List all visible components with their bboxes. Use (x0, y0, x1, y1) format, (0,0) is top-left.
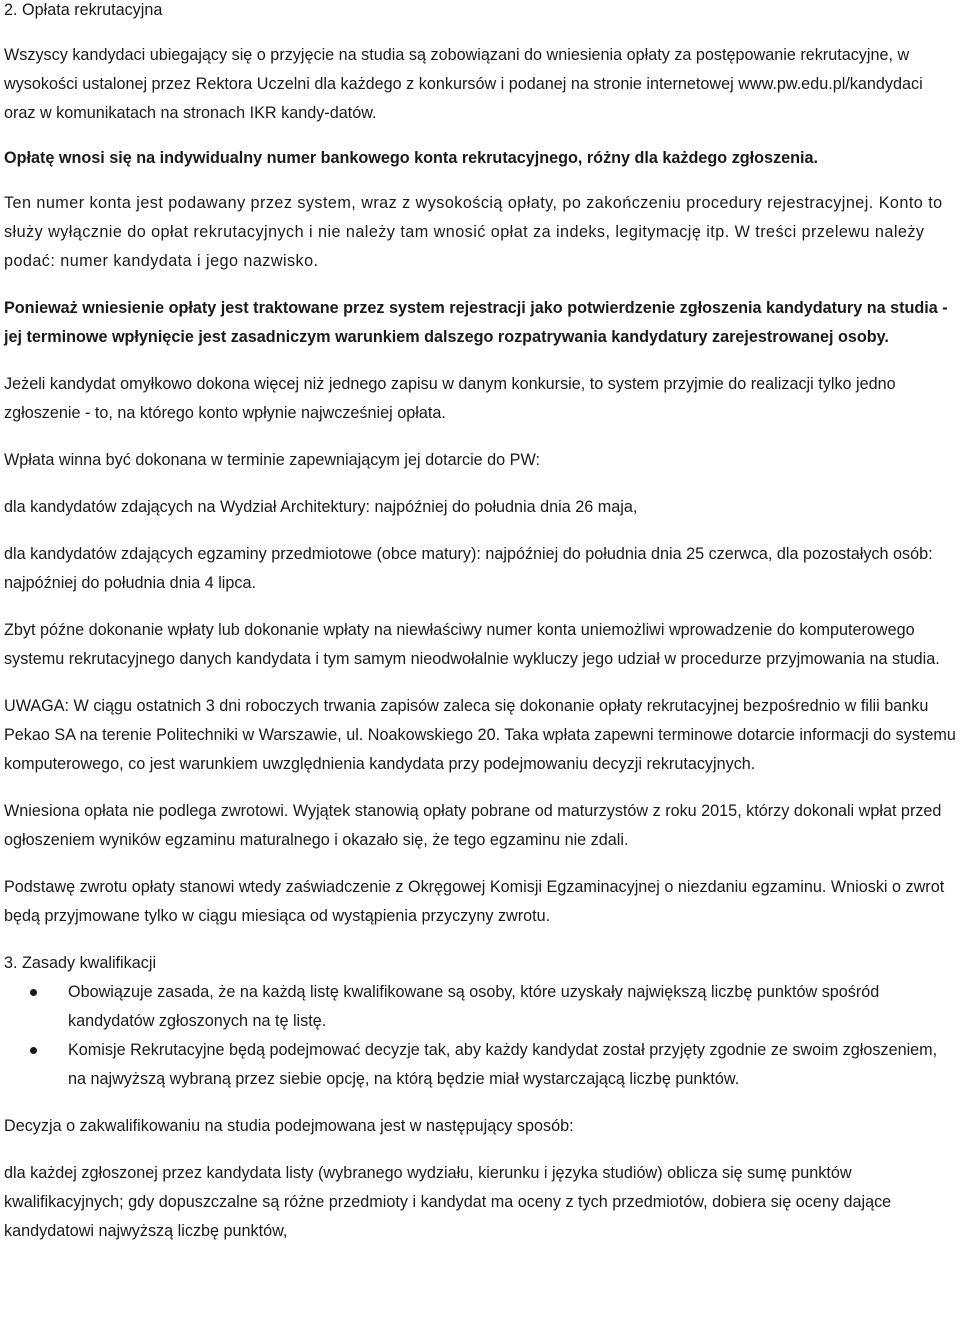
paragraph-late-payment: Zbyt późne dokonanie wpłaty lub dokonanie wpłaty na niewłaściwy numer konta uniemożliwi wprowadzenie do komputerowego systemu rekrutacyjnego danych kandydata i tym samym nieodwołalnie wykluczy jego udział w procedurze przyjmowania na studia. (4, 621, 940, 668)
list-item-text: Komisje Rekrutacyjne będą podejmować decyzje tak, aby każdy kandydat został przyjęty zgodnie ze swoim zgłoszeniem, na najwyższą wybraną przez siebie opcję, na którą będzie miał wystarczającą liczbę punktów. (68, 1041, 938, 1088)
list-item (4, 1036, 956, 1094)
list-item-text: Obowiązuje zasada, że na każdą listę kwalifikowane są osoby, które uzyskały największą liczbę punktów spośród kandydatów zgłoszonych na tę listę. (68, 983, 880, 1030)
paragraph-payment-deadline-intro: Wpłata winna być dokonana w terminie zapewniającym jej dotarcie do PW: (4, 451, 540, 469)
paragraph-warning-bank: UWAGA: W ciągu ostatnich 3 dni roboczych trwania zapisów zaleca się dokonanie opłaty rekrutacyjnej bezpośrednio w filii banku Pekao SA na terenie Politechniki w Warszawie, ul. Noakowskiego 20. Taka wpłata zapewni terminowe dotarcie informacji do systemu komputerowego, co jest warunkiem uwzględnienia kandydata przy podejmowaniu decyzji rekrutacyjnych. (4, 697, 956, 773)
document-page (4, 0, 956, 1246)
qualification-rules-list (4, 978, 956, 1094)
section-heading-fee: 2. Opłata rekrutacyjna (4, 1, 163, 19)
section-heading-qualification: 3. Zasady kwalifikacji (4, 954, 157, 972)
paragraph-fee-obligation: Wszyscy kandydaci ubiegający się o przyjęcie na studia są zobowiązani do wniesienia opłaty za postępowanie rekrutacyjne, w wysokości ustalonej przez Rektora Uczelni dla każdego z konkursów i podanej na stronie internetowej www.pw.edu.pl/kandydaci oraz w komunikatach na stronach IKR kandy-datów. (4, 46, 923, 122)
paragraph-no-refund: Wniesiona opłata nie podlega zwrotowi. Wyjątek stanowią opłaty pobrane od maturzystów z roku 2015, którzy dokonali wpłat przed ogłoszeniem wyników egzaminu maturalnego i okazało się, że tego egzaminu nie zdali. (4, 802, 942, 849)
bullet-icon (30, 989, 37, 996)
paragraph-points-calculation: dla każdej zgłoszonej przez kandydata listy (wybranego wydziału, kierunku i języka studiów) oblicza się sumę punktów kwalifikacyjnych; gdy dopuszczalne są różne przedmioty i kandydat ma oceny z tych przedmiotów, dobiera się oceny dające kandydatowi najwyższą liczbę punktów, (4, 1164, 892, 1240)
bullet-icon (30, 1047, 37, 1054)
paragraph-individual-account: Opłatę wnosi się na indywidualny numer bankowego konta rekrutacyjnego, różny dla każdego zgłoszenia. (4, 149, 819, 167)
paragraph-payment-confirmation: Ponieważ wniesienie opłaty jest traktowane przez system rejestracji jako potwierdzenie zgłoszenia kandydatury na studia - jej terminowe wpłynięcie jest zasadniczym warunkiem dalszego rozpatrywania kandydatury zarejestrowanej osoby. (4, 299, 948, 346)
paragraph-account-number-info: Ten numer konta jest podawany przez system, wraz z wysokością opłaty, po zakończeniu procedury rejestracyjnej. Konto to służy wyłącznie do opłat rekrutacyjnych i nie należy tam wnosić opłat za indeks, legitymację itp. W treści przelewu należy podać: numer kandydata i jego nazwisko. (4, 194, 943, 270)
list-item (4, 978, 956, 1036)
paragraph-refund-basis: Podstawę zwrotu opłaty stanowi wtedy zaświadczenie z Okręgowej Komisji Egzaminacyjnej o niezdaniu egzaminu. Wnioski o zwrot będą przyjmowane tylko w ciągu miesiąca od wystąpienia przyczyny zwrotu. (4, 878, 945, 925)
paragraph-deadline-others: dla kandydatów zdających egzaminy przedmiotowe (obce matury): najpóźniej do południa dnia 25 czerwca, dla pozostałych osób: najpóźniej do południa dnia 4 lipca. (4, 545, 933, 592)
paragraph-multiple-registrations: Jeżeli kandydat omyłkowo dokona więcej niż jednego zapisu w danym konkursie, to system przyjmie do realizacji tylko jedno zgłoszenie - to, na którego konto wpłynie najwcześniej opłata. (4, 375, 896, 422)
paragraph-decision-method: Decyzja o zakwalifikowaniu na studia podejmowana jest w następujący sposób: (4, 1117, 574, 1135)
paragraph-deadline-architecture: dla kandydatów zdających na Wydział Architektury: najpóźniej do południa dnia 26 maja, (4, 498, 638, 516)
